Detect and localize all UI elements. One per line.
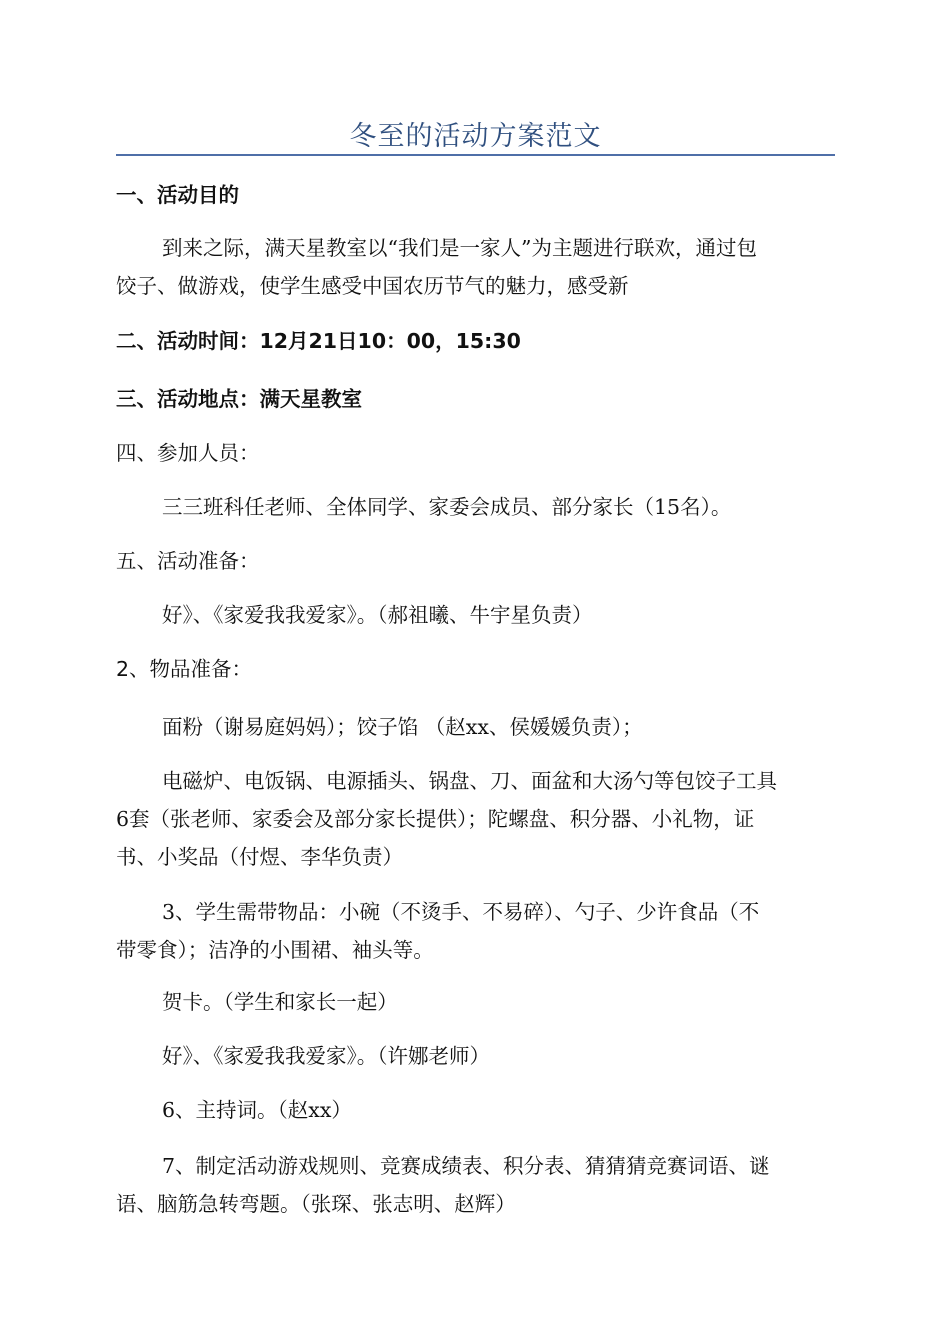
- paragraph-line: 好》、《家爱我我爱家》。（郝祖曦、牛宇星负责）: [162, 603, 593, 627]
- subheading-items: 2、物品准备：: [116, 657, 253, 681]
- paragraph-line: 带零食）；洁净的小围裙、袖头等。: [116, 938, 434, 962]
- paragraph-line: 书、小奖品（付煜、李华负责）: [116, 845, 403, 869]
- paragraph-line: 面粉（谢易庭妈妈）；饺子馅 （赵xx、侯媛媛负责）；: [162, 715, 643, 739]
- paragraph-line: 饺子、做游戏，使学生感受中国农历节气的魅力，感受新: [116, 274, 629, 298]
- heading-participants: 四、参加人员：: [116, 441, 260, 465]
- paragraph-line: 6套（张老师、家委会及部分家长提供）；陀螺盘、积分器、小礼物，证: [116, 807, 755, 831]
- paragraph-line: 到来之际，满天星教室以“我们是一家人”为主题进行联欢，通过包: [162, 236, 757, 260]
- heading-preparation: 五、活动准备：: [116, 549, 260, 573]
- paragraph-line: 7、制定活动游戏规则、竞赛成绩表、积分表、猜猜猜竞赛词语、谜: [162, 1154, 770, 1178]
- paragraph-line: 电磁炉、电饭锅、电源插头、锅盘、刀、面盆和大汤勺等包饺子工具: [162, 769, 777, 793]
- document-title: 冬至的活动方案范文: [349, 121, 602, 152]
- heading-time: 二、活动时间：12月21日10：00，15:30: [116, 329, 521, 353]
- title-divider: [116, 154, 835, 156]
- paragraph-line: 6、主持词。（赵xx）: [162, 1098, 352, 1122]
- paragraph-line: 贺卡。（学生和家长一起）: [162, 990, 398, 1014]
- paragraph-line: 3、学生需带物品：小碗（不烫手、不易碎）、勺子、少许食品（不: [162, 900, 760, 924]
- heading-purpose: 一、活动目的: [116, 183, 239, 207]
- paragraph-line: 三三班科任老师、全体同学、家委会成员、部分家长（15名）。: [162, 495, 732, 519]
- paragraph-line: 好》、《家爱我我爱家》。（许娜老师）: [162, 1044, 490, 1068]
- paragraph-line: 语、脑筋急转弯题。（张琛、张志明、赵辉）: [116, 1192, 516, 1216]
- heading-location: 三、活动地点：满天星教室: [116, 387, 362, 411]
